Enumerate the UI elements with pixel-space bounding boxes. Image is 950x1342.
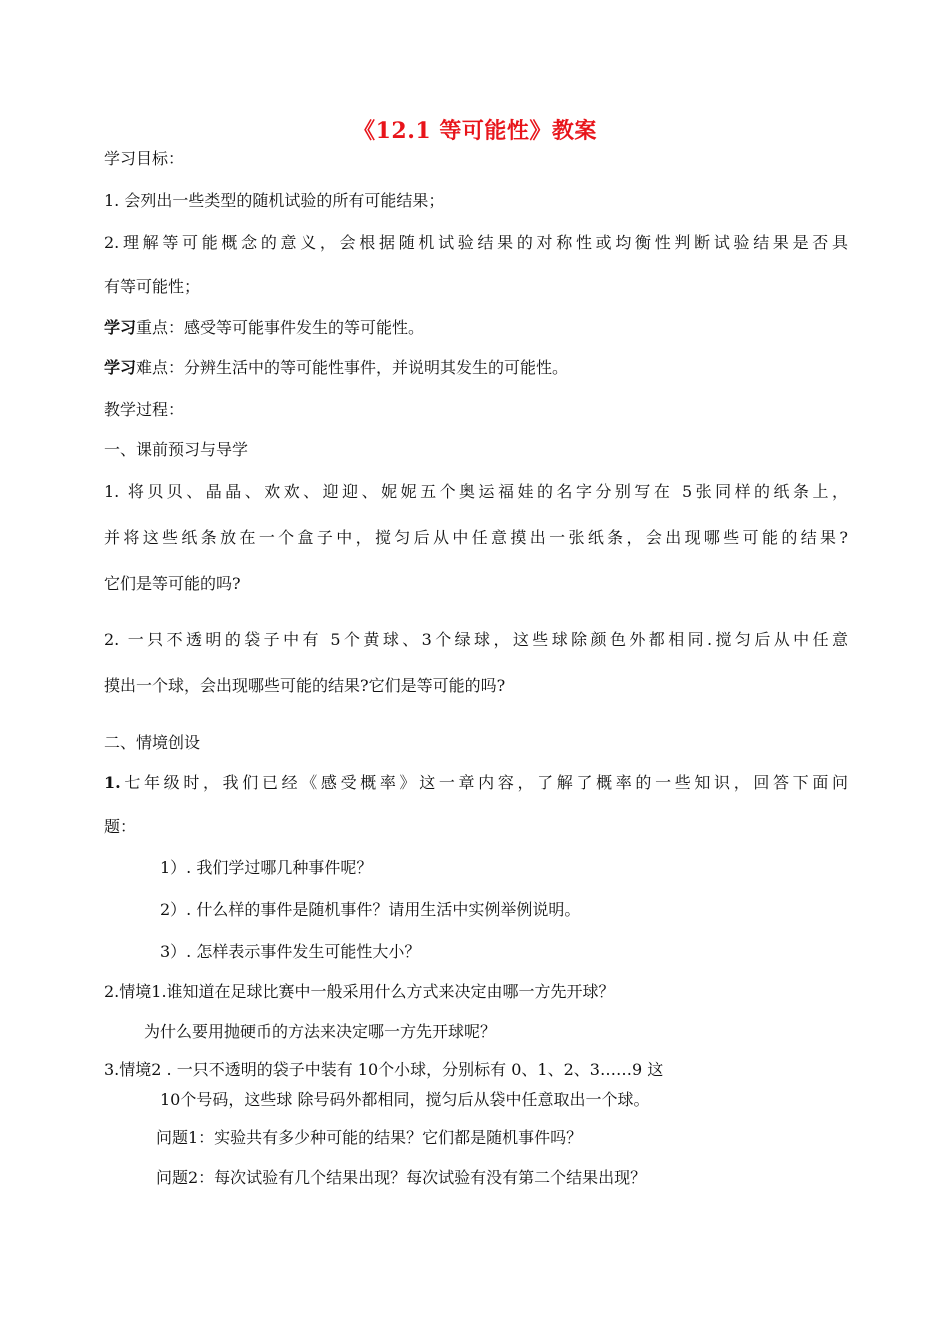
key-point (104, 316, 424, 340)
section-2-heading: 二、情境创设 (104, 733, 201, 752)
section-2-p1-number: 1. (104, 773, 121, 792)
section-1-q2-line-2: 摸出一个球，会出现哪些可能的结果?它们是等可能的吗? (104, 676, 506, 695)
section-2-question-2: 问题2：每次试验有几个结果出现？每次试验有没有第二个结果出现？ (156, 1168, 647, 1187)
section-2-sub-question-2: 2）. 什么样的事件是随机事件？请用生活中实例举例说明。 (160, 900, 581, 919)
objective-item-2-line-1: 2.理解等可能概念的意义，会根据随机试验结果的对称性或均衡性判断试验结果是否具 (104, 233, 848, 252)
section-2-question-1: 问题1：实验共有多少种可能的结果？它们都是随机事件吗？ (156, 1128, 583, 1147)
difficulty-text: 难点：分辨生活中的等可能性事件，并说明其发生的可能性。 (136, 358, 569, 377)
difficulty-label: 学习 (104, 358, 137, 377)
section-2-p3-line-1: 3.情境2 . 一只不透明的袋子中装有 10个小球，分别标有 0、1、2、3……9 这 (104, 1060, 664, 1079)
section-1-q1-line-3: 它们是等可能的吗? (104, 574, 241, 593)
section-2-p1-line-1 (104, 771, 848, 795)
objective-item-1: 1. 会列出一些类型的随机试验的所有可能结果； (104, 191, 445, 210)
section-2-p1-line-2: 题： (104, 817, 137, 836)
section-1-q1-line-1: 1. 将贝贝、晶晶、欢欢、迎迎、妮妮五个奥运福娃的名字分别写在 5张同样的纸条上， (104, 482, 848, 501)
section-2-p3-line-2: 10个号码，这些球 除号码外都相同，搅匀后从袋中任意取出一个球。 (160, 1090, 650, 1109)
document-title: 《12.1 等可能性》教案 (353, 118, 597, 144)
section-1-q1-line-2: 并将这些纸条放在一个盒子中，搅匀后从中任意摸出一张纸条，会出现哪些可能的结果? (104, 528, 848, 547)
section-2-sub-question-3: 3）. 怎样表示事件发生可能性大小？ (160, 942, 421, 961)
key-point-label: 学习 (104, 318, 137, 337)
section-2-p1-text: 七年级时，我们已经《感受概率》这一章内容，了解了概率的一些知识，回答下面问 (120, 773, 848, 792)
objectives-heading: 学习目标： (104, 149, 185, 168)
objective-item-2-line-2: 有等可能性； (104, 277, 201, 296)
section-2-sub-question-1: 1）. 我们学过哪几种事件呢？ (160, 858, 373, 877)
key-point-text: 重点：感受等可能事件发生的等可能性。 (136, 318, 425, 337)
section-1-q2-line-1: 2. 一只不透明的袋子中有 5个黄球、3个绿球，这些球除颜色外都相同.搅匀后从中任意 (104, 630, 848, 649)
section-1-heading: 一、课前预习与导学 (104, 440, 249, 459)
section-2-p2-line-2: 为什么要用抛硬币的方法来决定哪一方先开球呢？ (144, 1022, 497, 1041)
process-heading: 教学过程： (104, 400, 185, 419)
section-2-p2-line-1: 2.情境1.谁知道在足球比赛中一般采用什么方式来决定由哪一方先开球？ (104, 982, 615, 1001)
difficulty-point (104, 356, 568, 380)
